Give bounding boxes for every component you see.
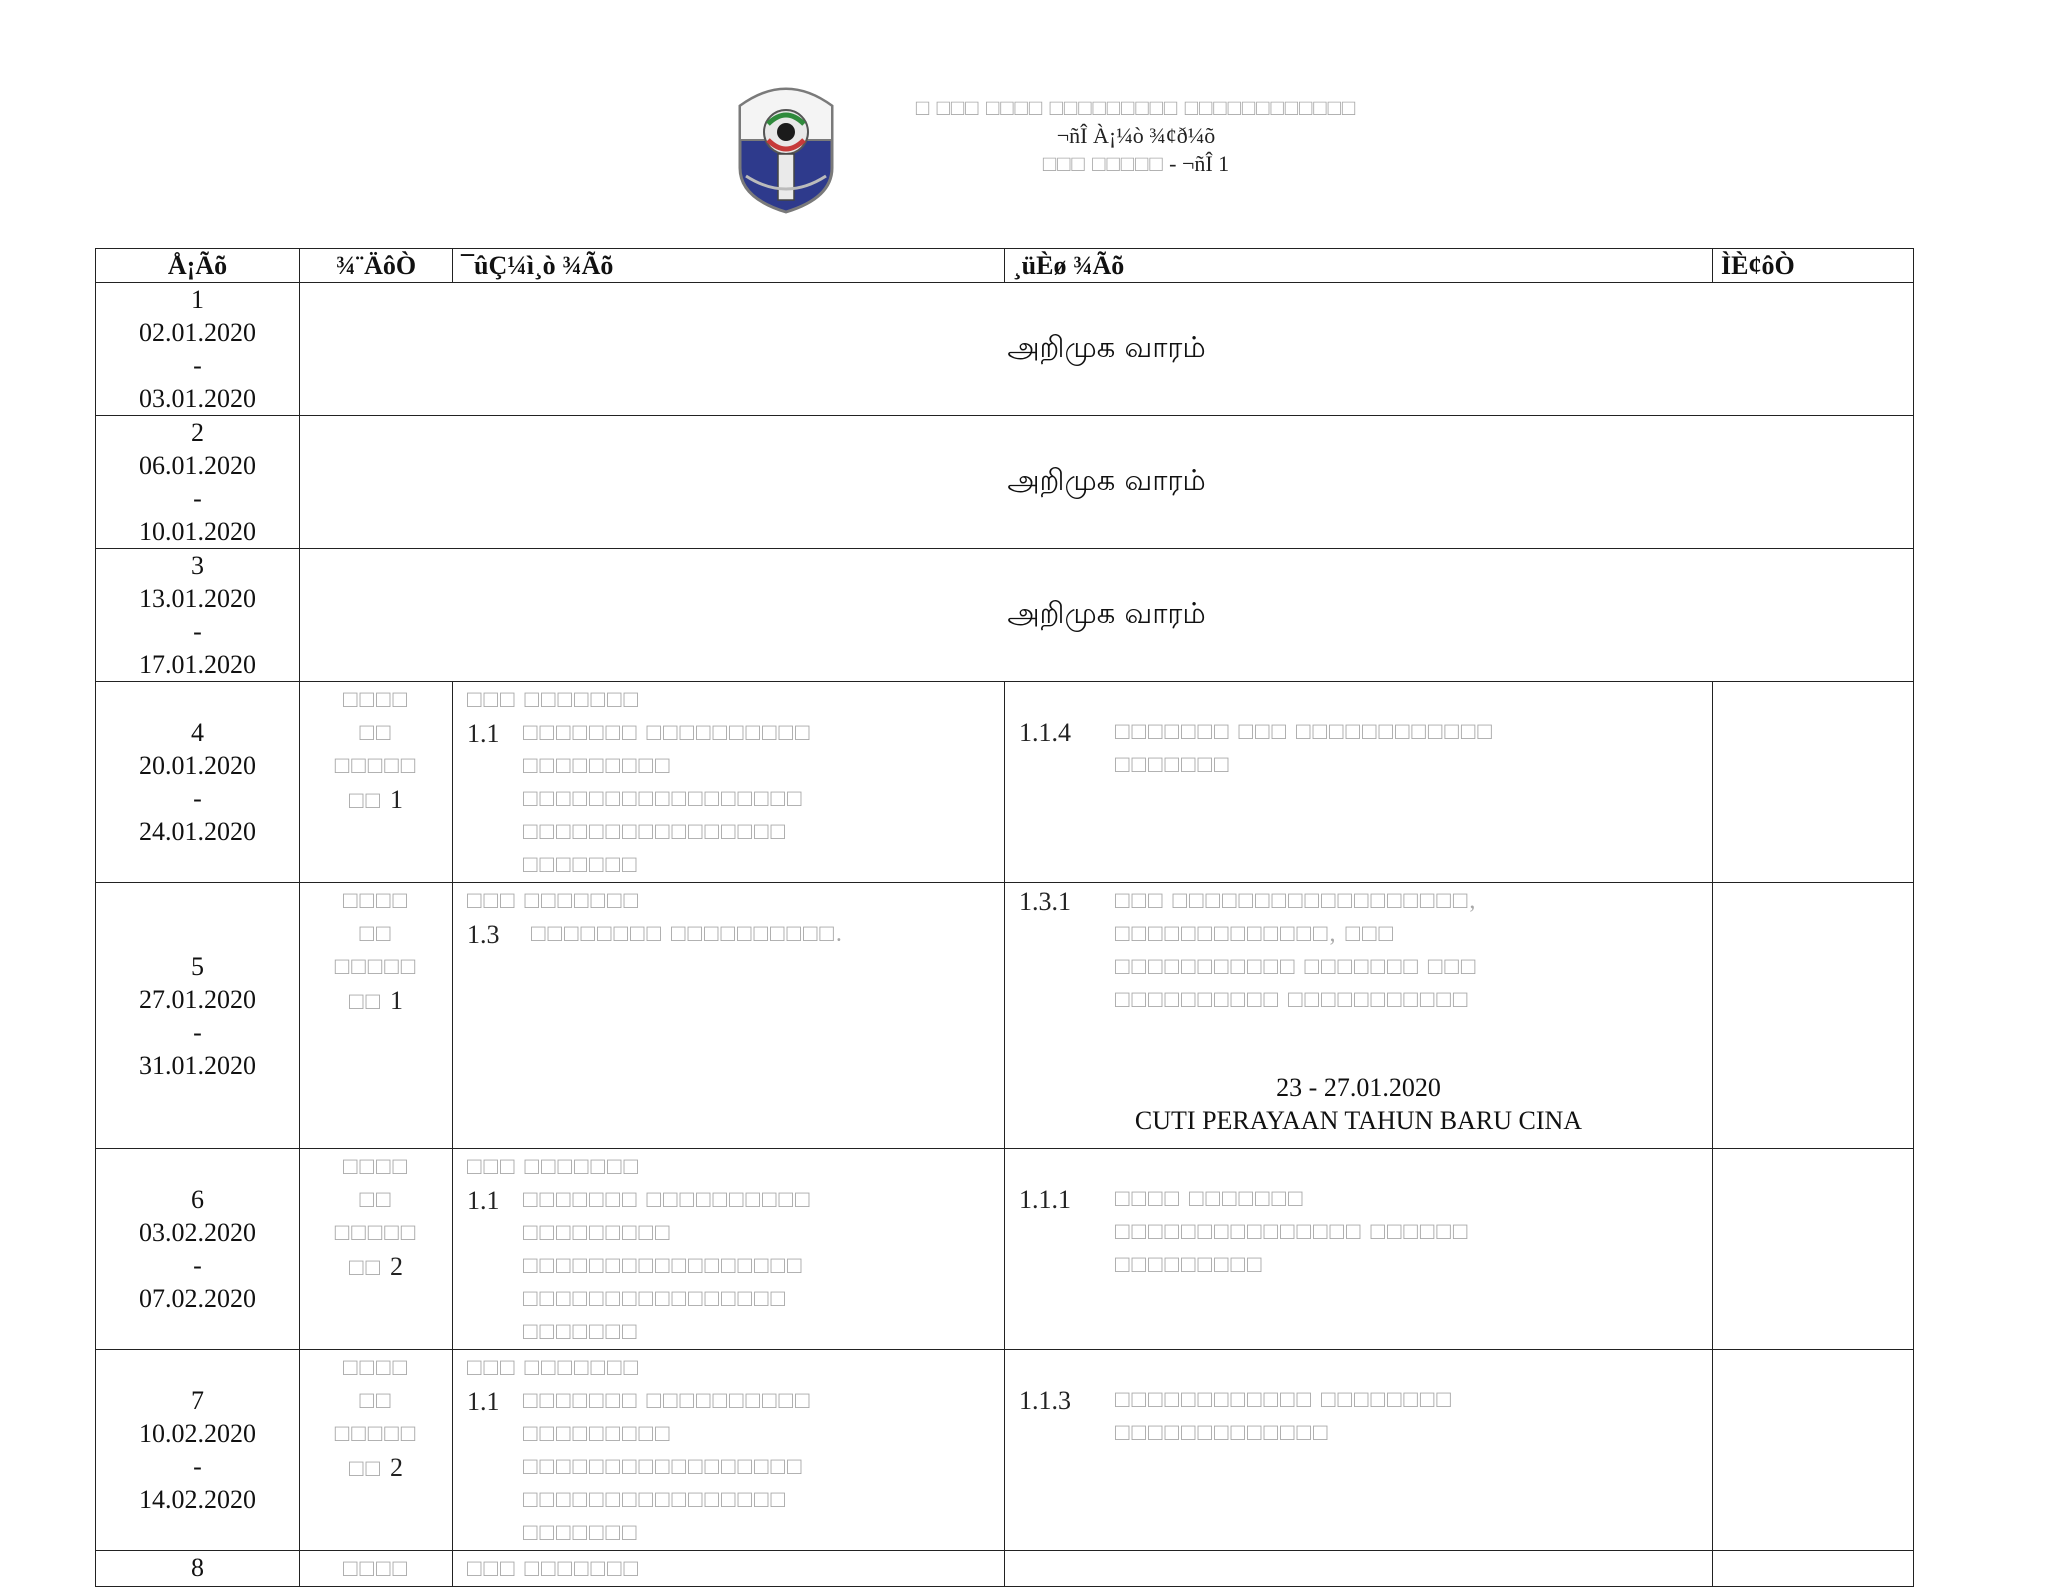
table-row <box>96 1350 1914 1551</box>
learning-standard-code: 1.3.1 <box>1019 887 1071 916</box>
col-header-theme: ¾¨ÄôÒ <box>300 249 453 283</box>
theme-number: 1 <box>390 785 403 814</box>
theme-line: □□ <box>349 788 382 814</box>
week-separator: - <box>193 1452 202 1481</box>
content-standard-cell <box>453 1551 1005 1587</box>
content-standard-line: □□□□□□□ □□□□□□□□□□ <box>523 1187 812 1213</box>
week-end: 24.01.2020 <box>139 817 256 846</box>
content-standard-line: □□□□□□□□□□□□□□□□□ <box>523 1454 804 1480</box>
learning-standard-line: □□□□□□□□□□□□□ <box>1115 1420 1330 1446</box>
week-number: 3 <box>191 551 204 580</box>
week-end: 10.01.2020 <box>139 517 256 546</box>
theme-line: □□ <box>359 1388 393 1414</box>
learning-standard-line: □□□□□□□□□□□□□□□ □□□□□□ <box>1115 1219 1470 1245</box>
theme-line: □□ <box>359 1187 393 1213</box>
content-standard-line: □□□□□□□□□□□□□□□□ <box>523 1487 787 1513</box>
col-header-week: Å¡Ãõ <box>96 249 300 283</box>
notes-cell <box>1713 1149 1914 1350</box>
content-standard-code: 1.1 <box>467 719 500 748</box>
content-standard-line: □□□□□□□□□□□□□□□□ <box>523 819 787 845</box>
theme-line: □□ <box>349 1255 382 1281</box>
table-row <box>96 416 1914 549</box>
content-standard-line: □□□□□□□□ □□□□□□□□□□. <box>531 921 844 947</box>
table-row <box>96 883 1914 1149</box>
week-end: 14.02.2020 <box>139 1485 256 1514</box>
week-separator: - <box>193 617 202 646</box>
table-row <box>96 283 1914 416</box>
week-separator: - <box>193 1017 202 1047</box>
week-cell <box>96 1551 300 1587</box>
yearly-plan-table <box>95 248 1914 1587</box>
holiday-text: CUTI PERAYAAN TAHUN BARU CINA <box>1134 1106 1583 1135</box>
learning-standard-code: 1.1.4 <box>1019 718 1071 747</box>
content-standard-line: □□□□□□□ <box>523 1520 639 1546</box>
content-standard-line: □□□□□□□□□□□□□□□□ <box>523 1286 787 1312</box>
week-separator: - <box>193 351 202 380</box>
content-standard-title: □□□ □□□□□□□ <box>467 1154 640 1180</box>
header-line-3 <box>846 150 1426 178</box>
content-standard-line: □□□□□□□□□□□□□□□□□ <box>523 786 804 812</box>
week-separator: - <box>193 784 202 813</box>
content-standard-line: □□□□□□□ <box>523 1319 639 1345</box>
week-start: 03.02.2020 <box>139 1218 256 1247</box>
theme-cell <box>300 1149 453 1350</box>
theme-line: □□□□□ <box>334 1421 418 1447</box>
theme-number: 2 <box>390 1453 403 1482</box>
header-line-2: ¬ñÎ À¡¼ò ¾¢ð¼õ <box>1056 123 1216 148</box>
learning-standard-cell <box>1005 1149 1713 1350</box>
week-number: 6 <box>191 1185 204 1214</box>
week-end: 17.01.2020 <box>139 650 256 679</box>
learning-standard-line: □□□□□□□□□□□ □□□□□□□ □□□ <box>1115 954 1478 980</box>
week-start: 27.01.2020 <box>139 984 256 1014</box>
content-standard-title: □□□ □□□□□□□ <box>467 687 640 713</box>
learning-standard-cell <box>1005 682 1713 883</box>
week-start: 13.01.2020 <box>139 584 256 613</box>
learning-standard-line: □□□ □□□□□□□□□□□□□□□□□□, <box>1115 888 1478 914</box>
theme-line: □□□□ <box>343 1355 409 1381</box>
content-standard-cell <box>453 1149 1005 1350</box>
learning-standard-line: □□□□ □□□□□□□ <box>1115 1186 1305 1212</box>
week-cell <box>96 549 300 682</box>
week-end: 07.02.2020 <box>139 1284 256 1313</box>
col-header-content-standard: ¯ûÇ¼ì¸ò ¾Ãõ <box>453 249 1005 283</box>
col-header-notes: ÌÈ¢ôÒ <box>1713 249 1914 283</box>
header-text <box>846 94 1426 178</box>
week-number: 8 <box>191 1553 204 1582</box>
week-cell <box>96 283 300 416</box>
theme-cell <box>300 1551 453 1587</box>
content-standard-line: □□□□□□□ <box>523 852 639 878</box>
week-cell <box>96 682 300 883</box>
theme-line: □□ <box>349 989 382 1015</box>
week-separator: - <box>193 1251 202 1280</box>
holiday-date: 23 - 27.01.2020 <box>1276 1073 1441 1102</box>
intro-week-label: அறிமுக வாரம் <box>300 283 1914 416</box>
week-start: 06.01.2020 <box>139 451 256 480</box>
week-cell <box>96 883 300 1149</box>
content-standard-code: 1.1 <box>467 1186 500 1215</box>
week-cell <box>96 1149 300 1350</box>
learning-standard-line: □□□□□□□□□□□□□, □□□ <box>1115 921 1395 947</box>
content-standard-cell <box>453 883 1005 1149</box>
week-start: 10.02.2020 <box>139 1419 256 1448</box>
theme-line: □□ <box>349 1456 382 1482</box>
theme-line: □□□□□ <box>334 954 418 980</box>
content-standard-code: 1.1 <box>467 1387 500 1416</box>
week-start: 02.01.2020 <box>139 318 256 347</box>
notes-cell <box>1713 682 1914 883</box>
week-number: 4 <box>191 718 204 747</box>
notes-cell <box>1713 1350 1914 1551</box>
content-standard-title: □□□ □□□□□□□ <box>467 1556 640 1582</box>
content-standard-code: 1.3 <box>467 920 500 949</box>
header-line-3-suffix: - ¬ñÎ 1 <box>1163 151 1230 176</box>
table-header-row <box>96 249 1914 283</box>
learning-standard-cell <box>1005 883 1713 1149</box>
learning-standard-line: □□□□□□□ <box>1115 752 1231 778</box>
learning-standard-cell <box>1005 1551 1713 1587</box>
intro-week-label: அறிமுக வாரம் <box>300 549 1914 682</box>
theme-line: □□□□ <box>343 1154 409 1180</box>
notes-cell <box>1713 1551 1914 1587</box>
theme-line: □□□□ <box>343 1556 409 1582</box>
theme-cell <box>300 682 453 883</box>
table-row <box>96 1551 1914 1587</box>
content-standard-line: □□□□□□□□□ <box>523 1220 672 1246</box>
theme-line: □□□□ <box>343 888 409 914</box>
theme-line: □□□□□ <box>334 1220 418 1246</box>
week-end: 31.01.2020 <box>139 1050 256 1080</box>
content-standard-title: □□□ □□□□□□□ <box>467 1355 640 1381</box>
learning-standard-line: □□□□□□□□□□□□ □□□□□□□□ <box>1115 1387 1453 1413</box>
learning-standard-line: □□□□□□□ □□□ □□□□□□□□□□□□ <box>1115 719 1494 745</box>
week-number: 1 <box>191 285 204 314</box>
week-number: 5 <box>191 951 204 981</box>
week-end: 03.01.2020 <box>139 384 256 413</box>
table-row <box>96 682 1914 883</box>
content-standard-line: □□□□□□□□□ <box>523 1421 672 1447</box>
holiday-note <box>1019 1071 1712 1137</box>
col-header-learning-standard: ¸üÈø ¾Ãõ <box>1005 249 1713 283</box>
theme-line: □□ <box>359 921 393 947</box>
header-line-3-boxes: □□□ □□□□□ <box>1042 151 1164 176</box>
theme-cell <box>300 1350 453 1551</box>
week-cell <box>96 416 300 549</box>
theme-line: □□□□ <box>343 687 409 713</box>
content-standard-line: □□□□□□□ □□□□□□□□□□ <box>523 1388 812 1414</box>
table-row <box>96 1149 1914 1350</box>
theme-line: □□ <box>359 720 393 746</box>
theme-number: 2 <box>390 1252 403 1281</box>
header-line-1: □ □□□ □□□□ □□□□□□□□□ □□□□□□□□□□□□ <box>915 95 1357 120</box>
content-standard-line: □□□□□□□□□□□□□□□□□ <box>523 1253 804 1279</box>
content-standard-line: □□□□□□□ □□□□□□□□□□ <box>523 720 812 746</box>
learning-standard-code: 1.1.3 <box>1019 1386 1071 1415</box>
week-start: 20.01.2020 <box>139 751 256 780</box>
theme-number: 1 <box>390 986 403 1015</box>
learning-standard-line: □□□□□□□□□ <box>1115 1252 1264 1278</box>
week-number: 7 <box>191 1386 204 1415</box>
learning-standard-code: 1.1.1 <box>1019 1185 1071 1214</box>
week-cell <box>96 1350 300 1551</box>
school-logo-icon <box>730 76 842 216</box>
intro-week-label: அறிமுக வாரம் <box>300 416 1914 549</box>
theme-cell <box>300 883 453 1149</box>
content-standard-title: □□□ □□□□□□□ <box>467 888 640 914</box>
table-row <box>96 549 1914 682</box>
notes-cell <box>1713 883 1914 1149</box>
learning-standard-line: □□□□□□□□□□ □□□□□□□□□□□ <box>1115 987 1470 1013</box>
content-standard-cell <box>453 1350 1005 1551</box>
learning-standard-cell <box>1005 1350 1713 1551</box>
theme-line: □□□□□ <box>334 753 418 779</box>
content-standard-cell <box>453 682 1005 883</box>
content-standard-line: □□□□□□□□□ <box>523 753 672 779</box>
week-number: 2 <box>191 418 204 447</box>
week-separator: - <box>193 484 202 513</box>
document-header <box>0 70 2048 220</box>
